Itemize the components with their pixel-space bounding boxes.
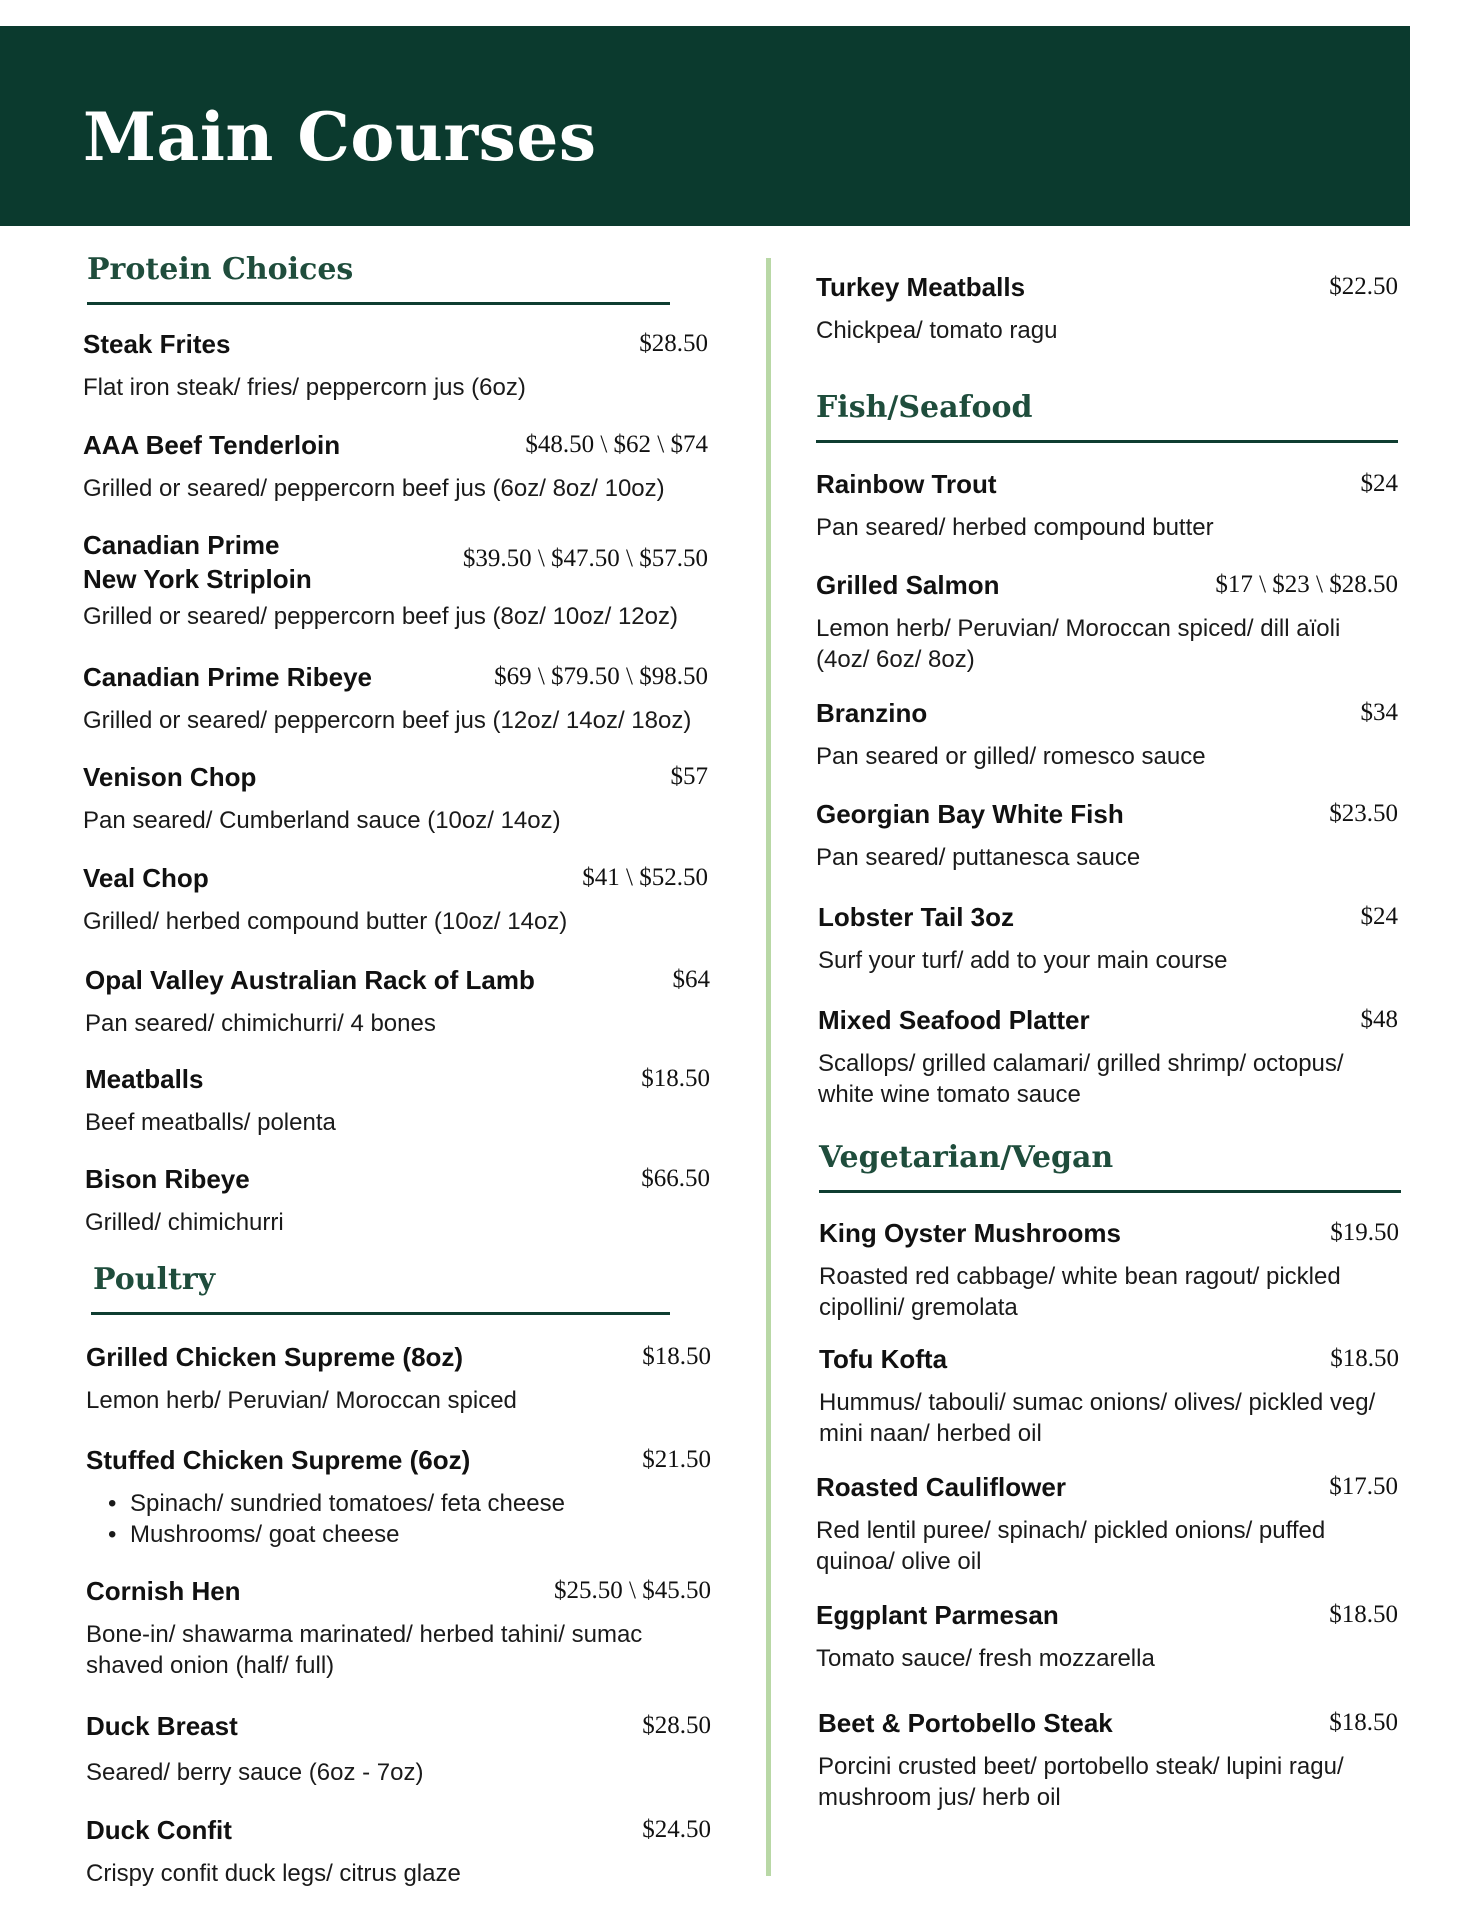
item-price: $66.50 bbox=[641, 1165, 710, 1192]
item-description: Beef meatballs/ polenta bbox=[85, 1109, 336, 1136]
item-description: Hummus/ tabouli/ sumac onions/ olives/ pickled veg/ mini naan/ herbed oil bbox=[819, 1389, 1376, 1447]
item-price: $25.50 \ $45.50 bbox=[554, 1577, 711, 1604]
section-title-poultry: Poultry bbox=[93, 1262, 216, 1297]
item-name: Veal Chop bbox=[83, 863, 209, 893]
column-divider bbox=[766, 258, 771, 1876]
bullet-list bbox=[108, 1488, 565, 1550]
item-name: Beet & Portobello Steak bbox=[818, 1708, 1113, 1738]
item-price: $24.50 bbox=[642, 1816, 711, 1843]
item-name: Roasted Cauliflower bbox=[816, 1472, 1066, 1502]
item-description: Pan seared/ Cumberland sauce (10oz/ 14oz) bbox=[83, 807, 561, 834]
section-title-protein: Protein Choices bbox=[87, 252, 354, 287]
item-description: Bone-in/ shawarma marinated/ herbed tahini/ sumac shaved onion (half/ full) bbox=[86, 1621, 643, 1679]
item-name: Duck Breast bbox=[86, 1711, 238, 1741]
item-price: $64 bbox=[672, 966, 710, 993]
item-description: Crispy confit duck legs/ citrus glaze bbox=[86, 1860, 461, 1887]
item-description: Pan seared/ herbed compound butter bbox=[816, 514, 1214, 541]
item-price: $28.50 bbox=[642, 1712, 711, 1739]
item-price: $48 bbox=[1360, 1006, 1398, 1033]
item-name: Mixed Seafood Platter bbox=[818, 1005, 1090, 1035]
item-name: Cornish Hen bbox=[86, 1576, 241, 1606]
item-price: $18.50 bbox=[1330, 1345, 1399, 1372]
item-description: Red lentil puree/ spinach/ pickled onions/ puffed quinoa/ olive oil bbox=[816, 1517, 1326, 1575]
item-name: Grilled Salmon bbox=[816, 570, 1000, 600]
item-description: Flat iron steak/ fries/ peppercorn jus (6oz) bbox=[83, 374, 526, 401]
bullet-item: • Mushrooms/ goat cheese bbox=[108, 1519, 565, 1550]
item-name: Bison Ribeye bbox=[85, 1164, 250, 1194]
item-price: $24 bbox=[1360, 903, 1398, 930]
item-price: $21.50 bbox=[642, 1446, 711, 1473]
item-description: Tomato sauce/ fresh mozzarella bbox=[816, 1645, 1155, 1672]
item-description: Grilled or seared/ peppercorn beef jus (8oz/ 10oz/ 12oz) bbox=[83, 603, 678, 630]
item-name: Tofu Kofta bbox=[819, 1344, 948, 1374]
item-description: Scallops/ grilled calamari/ grilled shrimp/ octopus/ white wine tomato sauce bbox=[818, 1050, 1344, 1108]
item-name: Georgian Bay White Fish bbox=[816, 799, 1124, 829]
item-name: Canadian Prime Ribeye bbox=[83, 662, 372, 692]
item-price: $17.50 bbox=[1329, 1473, 1398, 1500]
item-description: Roasted red cabbage/ white bean ragout/ pickled cipollini/ gremolata bbox=[819, 1263, 1341, 1321]
item-price: $41 \ $52.50 bbox=[582, 864, 708, 891]
item-description: Surf your turf/ add to your main course bbox=[818, 947, 1228, 974]
item-name: Meatballs bbox=[85, 1064, 204, 1094]
section-title-seafood: Fish/Seafood bbox=[816, 390, 1033, 425]
item-price: $18.50 bbox=[1329, 1709, 1398, 1736]
section-title-veg: Vegetarian/Vegan bbox=[819, 1140, 1114, 1175]
item-description: Lemon herb/ Peruvian/ Moroccan spiced/ dill aïoli (4oz/ 6oz/ 8oz) bbox=[816, 615, 1341, 673]
item-price: $17 \ $23 \ $28.50 bbox=[1215, 571, 1398, 598]
item-description: Seared/ berry sauce (6oz - 7oz) bbox=[86, 1759, 424, 1786]
item-price: $69 \ $79.50 \ $98.50 bbox=[494, 663, 708, 690]
item-price: $18.50 bbox=[642, 1343, 711, 1370]
item-name: Branzino bbox=[816, 698, 928, 728]
section-rule-protein bbox=[87, 302, 670, 305]
item-price: $19.50 bbox=[1330, 1219, 1399, 1246]
item-name: Eggplant Parmesan bbox=[816, 1600, 1059, 1630]
item-description: Grilled/ chimichurri bbox=[85, 1209, 284, 1236]
item-price: $23.50 bbox=[1329, 800, 1398, 827]
item-price: $18.50 bbox=[1329, 1601, 1398, 1628]
item-description: Chickpea/ tomato ragu bbox=[816, 317, 1058, 344]
item-price: $22.50 bbox=[1329, 273, 1398, 300]
item-name: Steak Frites bbox=[83, 329, 231, 359]
section-rule-seafood bbox=[816, 440, 1398, 443]
item-name: Canadian Prime New York Striploin bbox=[83, 530, 312, 594]
item-name: Rainbow Trout bbox=[816, 469, 997, 499]
page-title: Main Courses bbox=[83, 98, 597, 176]
item-name: Stuffed Chicken Supreme (6oz) bbox=[86, 1445, 471, 1475]
section-rule-veg bbox=[819, 1190, 1401, 1193]
item-description: Grilled/ herbed compound butter (10oz/ 14oz) bbox=[83, 908, 568, 935]
item-price: $24 bbox=[1360, 470, 1398, 497]
item-price: $18.50 bbox=[641, 1065, 710, 1092]
item-description: Porcini crusted beet/ portobello steak/ lupini ragu/ mushroom jus/ herb oil bbox=[818, 1753, 1344, 1811]
item-price: $57 bbox=[670, 763, 708, 790]
item-name: Turkey Meatballs bbox=[816, 272, 1026, 302]
item-description: Lemon herb/ Peruvian/ Moroccan spiced bbox=[86, 1387, 517, 1414]
bullet-item: • Spinach/ sundried tomatoes/ feta cheese bbox=[108, 1488, 565, 1519]
item-name: King Oyster Mushrooms bbox=[819, 1218, 1121, 1248]
item-price: $39.50 \ $47.50 \ $57.50 bbox=[462, 545, 708, 572]
section-rule-poultry bbox=[91, 1312, 670, 1315]
item-description: Pan seared/ puttanesca sauce bbox=[816, 844, 1141, 871]
item-description: Pan seared or gilled/ romesco sauce bbox=[816, 743, 1206, 770]
item-description: Pan seared/ chimichurri/ 4 bones bbox=[85, 1010, 436, 1037]
header-band bbox=[0, 26, 1410, 226]
item-description: Grilled or seared/ peppercorn beef jus (12oz/ 14oz/ 18oz) bbox=[83, 707, 692, 734]
item-price: $48.50 \ $62 \ $74 bbox=[525, 431, 708, 458]
item-price: $34 bbox=[1360, 699, 1398, 726]
item-name: Grilled Chicken Supreme (8oz) bbox=[86, 1342, 464, 1372]
item-name: Duck Confit bbox=[86, 1815, 232, 1845]
item-price: $28.50 bbox=[639, 330, 708, 357]
item-name: AAA Beef Tenderloin bbox=[83, 430, 341, 460]
item-name: Lobster Tail 3oz bbox=[818, 902, 1014, 932]
item-name: Opal Valley Australian Rack of Lamb bbox=[85, 965, 535, 995]
item-name: Venison Chop bbox=[83, 762, 257, 792]
item-description: Grilled or seared/ peppercorn beef jus (6oz/ 8oz/ 10oz) bbox=[83, 475, 665, 502]
